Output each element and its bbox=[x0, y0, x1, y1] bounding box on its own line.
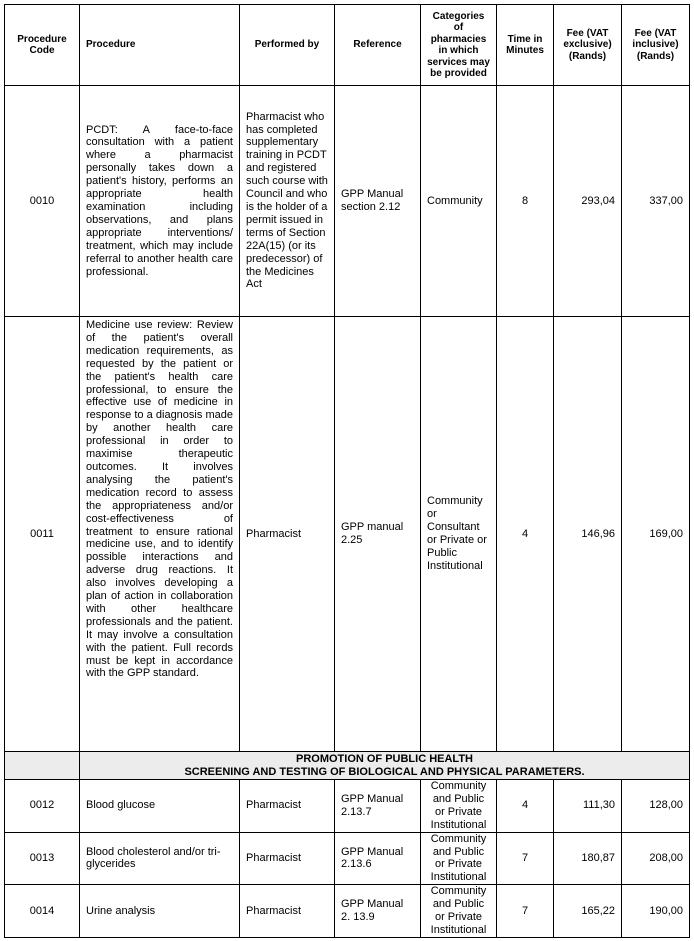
reference-cell: GPP Manual section 2.12 bbox=[335, 86, 421, 317]
reference-cell: GPP Manual 2.13.7 bbox=[335, 780, 421, 833]
fee-incl-cell: 128,00 bbox=[622, 780, 690, 833]
table-row bbox=[5, 86, 690, 317]
categories-cell: Community bbox=[421, 86, 497, 317]
reference-cell: GPP manual 2.25 bbox=[335, 317, 421, 752]
fee-incl-cell: 337,00 bbox=[622, 86, 690, 317]
header-procedure-code: Procedure Code bbox=[5, 5, 80, 86]
table-row bbox=[5, 780, 690, 833]
header-time: Time in Minutes bbox=[497, 5, 554, 86]
procedure-cell: Blood cholesterol and/or tri-glycerides bbox=[80, 832, 240, 885]
procedure-code-cell: 0012 bbox=[5, 780, 80, 833]
reference-cell: GPP Manual 2. 13.9 bbox=[335, 885, 421, 938]
table-row bbox=[5, 832, 690, 885]
section-title-line2: SCREENING AND TESTING OF BIOLOGICAL AND PHYSICAL PARAMETERS. bbox=[184, 765, 585, 778]
header-procedure: Procedure bbox=[80, 5, 240, 86]
time-cell: 4 bbox=[497, 317, 554, 752]
procedure-cell: PCDT: A face-to-face consultation with a patient where a pharmacist personally takes down a patient's history, performs an appropriate health examination including observations, and plans appropriate interventions/ treatment, which may include referral to another health care professional. bbox=[80, 86, 240, 317]
fee-excl-cell: 111,30 bbox=[554, 780, 622, 833]
categories-cell: Community and Public or Private Institutional bbox=[421, 832, 497, 885]
categories-cell: Community and Public or Private Institutional bbox=[421, 780, 497, 833]
categories-cell: Community and Public or Private Institutional bbox=[421, 885, 497, 938]
table-row bbox=[5, 317, 690, 752]
time-cell: 7 bbox=[497, 885, 554, 938]
section-spacer-cell bbox=[5, 752, 80, 780]
header-fee-incl: Fee (VAT inclusive) (Rands) bbox=[622, 5, 690, 86]
performed-by-cell: Pharmacist bbox=[240, 832, 335, 885]
header-categories: Categories of pharmacies in which services may be provided bbox=[421, 5, 497, 86]
procedure-code-cell: 0011 bbox=[5, 317, 80, 752]
table-row bbox=[5, 885, 690, 938]
performed-by-cell: Pharmacist who has completed supplementary training in PCDT and registered such course with Council and who is the holder of a permit issued in terms of Section 22A(15) (or its predecessor) of the Medicines Act bbox=[240, 86, 335, 317]
performed-by-cell: Pharmacist bbox=[240, 780, 335, 833]
procedure-code-cell: 0013 bbox=[5, 832, 80, 885]
fee-excl-cell: 180,87 bbox=[554, 832, 622, 885]
time-cell: 7 bbox=[497, 832, 554, 885]
section-heading-row bbox=[5, 752, 690, 780]
header-performed-by: Performed by bbox=[240, 5, 335, 86]
procedure-cell: Medicine use review: Review of the patient's overall medication requirements, as requested by the patient or the patient's health care professional, to ensure the effective use of medicine in response to a diagnosis made by another health care professional in order to maximise therapeutic outcomes. It involves analysing the patient's medication record to assess the appropriateness and/or cost-effectiveness of treatment to ensure rational medicine use, and to identify possible interactions and adverse drug reactions. It also involves developing a plan of action in collaboration with other healthcare professionals and the patient. It may involve a consultation with the patient. Full records must be kept in accordance with the GPP standard. bbox=[80, 317, 240, 752]
time-cell: 8 bbox=[497, 86, 554, 317]
fee-excl-cell: 165,22 bbox=[554, 885, 622, 938]
fee-incl-cell: 190,00 bbox=[622, 885, 690, 938]
reference-cell: GPP Manual 2.13.6 bbox=[335, 832, 421, 885]
section-heading bbox=[80, 752, 690, 780]
categories-cell: Community or Consultant or Private or Public Institutional bbox=[421, 317, 497, 752]
fee-incl-cell: 208,00 bbox=[622, 832, 690, 885]
fee-excl-cell: 293,04 bbox=[554, 86, 622, 317]
performed-by-cell: Pharmacist bbox=[240, 317, 335, 752]
fee-excl-cell: 146,96 bbox=[554, 317, 622, 752]
fee-schedule-table bbox=[4, 4, 690, 938]
table-header-row bbox=[5, 5, 690, 86]
fee-incl-cell: 169,00 bbox=[622, 317, 690, 752]
header-fee-excl: Fee (VAT exclusive) (Rands) bbox=[554, 5, 622, 86]
time-cell: 4 bbox=[497, 780, 554, 833]
procedure-cell: Urine analysis bbox=[80, 885, 240, 938]
header-reference: Reference bbox=[335, 5, 421, 86]
section-title-line1: PROMOTION OF PUBLIC HEALTH bbox=[295, 752, 473, 765]
performed-by-cell: Pharmacist bbox=[240, 885, 335, 938]
procedure-code-cell: 0010 bbox=[5, 86, 80, 317]
procedure-cell: Blood glucose bbox=[80, 780, 240, 833]
procedure-code-cell: 0014 bbox=[5, 885, 80, 938]
